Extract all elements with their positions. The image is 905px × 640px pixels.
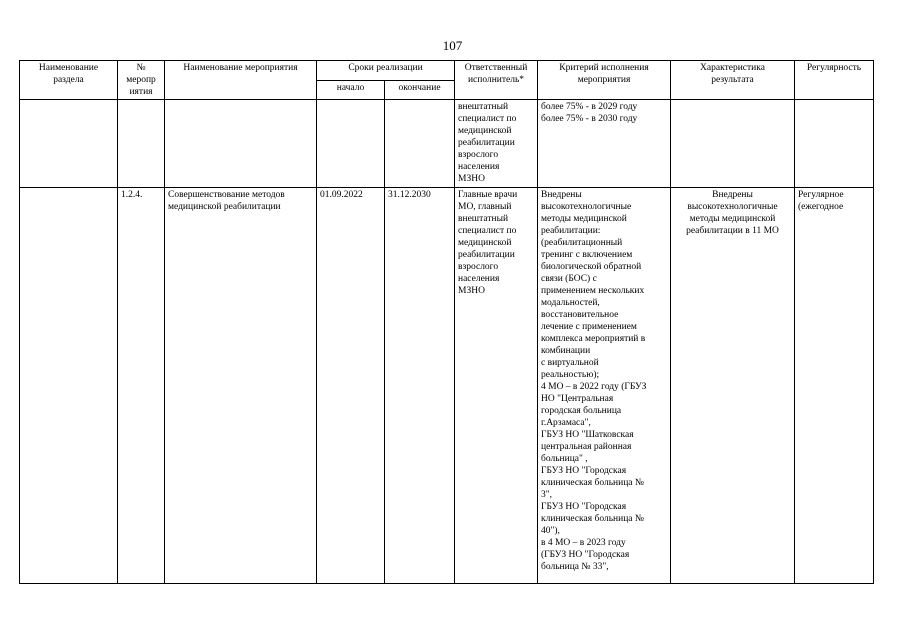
header-event-number: № меропр иятия <box>118 61 165 100</box>
cell-responsible: Главные врачи МО, главный внештатный специалист по медицинской реабилитации взрослого населения МЗНО <box>455 188 538 584</box>
cell-criterion: Внедрены высокотехнологичные методы медицинской реабилитации: (реабилитационный тренинг с включением биологической обратной связи (БОС) с применением нескольких модальностей, восстановительное лечение с применением комплекса мероприятий в комбинации с виртуальной реальностью); 4 МО – в 2022 году (ГБУЗ НО "Центральная городская больница г.Арзамаса", ГБУЗ НО "Шатковская центральная районная больница" , ГБУЗ НО "Городская клиническая больница № 3", ГБУЗ НО "Городская клиническая больница № 40"), в 4 МО – в 2023 году (ГБУЗ НО "Городская больница № 33", <box>538 188 671 584</box>
cell-section <box>20 188 118 584</box>
cell-number: 1.2.4. <box>118 188 165 584</box>
header-timeline: Сроки реализации <box>317 61 455 81</box>
page-number: 107 <box>442 38 463 53</box>
cell-number <box>118 100 165 188</box>
header-end: окончание <box>385 80 455 100</box>
header-start: начало <box>317 80 385 100</box>
activity-plan-table <box>19 60 874 584</box>
cell-regularity <box>795 100 874 188</box>
cell-end <box>385 100 455 188</box>
cell-name <box>165 100 317 188</box>
header-regularity: Регулярность <box>795 61 874 100</box>
table-header <box>20 61 874 100</box>
header-section-name: Наименование раздела <box>20 61 118 100</box>
cell-regularity: Регулярное (ежегодное <box>795 188 874 584</box>
cell-end: 31.12.2030 <box>385 188 455 584</box>
cell-section <box>20 100 118 188</box>
cell-name: Совершенствование методов медицинской реабилитации <box>165 188 317 584</box>
cell-result <box>671 100 795 188</box>
cell-start <box>317 100 385 188</box>
header-event-name: Наименование мероприятия <box>165 61 317 100</box>
cell-result: Внедрены высокотехнологичные методы медицинской реабилитации в 11 МО <box>671 188 795 584</box>
table-body <box>20 100 874 584</box>
table-row <box>20 188 874 584</box>
cell-responsible: внештатный специалист по медицинской реабилитации взрослого населения МЗНО <box>455 100 538 188</box>
header-criterion: Критерий исполнения мероприятия <box>538 61 671 100</box>
table-row <box>20 100 874 188</box>
header-responsible: Ответственный исполнитель* <box>455 61 538 100</box>
cell-criterion: более 75% - в 2029 году более 75% - в 2030 году <box>538 100 671 188</box>
header-result: Характеристика результата <box>671 61 795 100</box>
cell-start: 01.09.2022 <box>317 188 385 584</box>
